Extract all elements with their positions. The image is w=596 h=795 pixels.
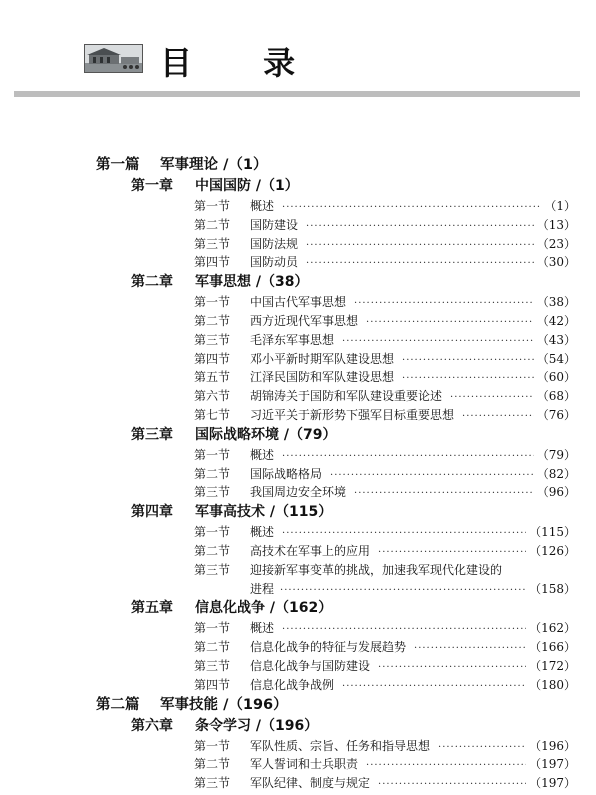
entry-page: （180） xyxy=(529,677,576,692)
entry-number: 第一节 xyxy=(194,295,231,310)
entry-number: 第七节 xyxy=(194,407,231,422)
toc-section-entry[interactable] xyxy=(0,542,596,561)
entry-number: 第五节 xyxy=(194,370,231,385)
entry-number: 第三节 xyxy=(194,236,231,251)
toc-section-entry[interactable] xyxy=(0,331,596,350)
toc-section-entry[interactable] xyxy=(0,446,596,465)
entry-number: 第三节 xyxy=(194,562,231,577)
toc-chapter-entry[interactable] xyxy=(0,272,596,293)
toc-chapter-entry[interactable] xyxy=(0,716,596,737)
toc-section-entry[interactable] xyxy=(0,483,596,502)
entry-number: 第一节 xyxy=(194,738,231,753)
toc-section-entry[interactable] xyxy=(0,619,596,638)
entry-title: 迎接新军事变革的挑战，加速我军现代化建设的 xyxy=(250,562,503,577)
toc-section-entry[interactable] xyxy=(0,523,596,542)
entry-title: 国际战略环境 xyxy=(195,426,279,443)
entry-page: （54） xyxy=(536,351,576,366)
entry-page: （162） xyxy=(529,621,576,636)
entry-number: 第一节 xyxy=(194,525,231,540)
entry-number: 第一节 xyxy=(194,199,231,213)
entry-page: （166） xyxy=(529,640,576,655)
entry-title: 军事思想 xyxy=(195,274,251,291)
entry-title: 信息化战争 xyxy=(195,600,265,617)
entry-title: 毛泽东军事思想 xyxy=(250,332,335,347)
entry-page: （82） xyxy=(536,466,576,481)
entry-page: （126） xyxy=(529,543,576,558)
dot-leader xyxy=(378,776,526,795)
entry-title: 西方近现代军事思想 xyxy=(250,313,359,328)
entry-page: （96） xyxy=(536,485,576,500)
toc-section-entry[interactable] xyxy=(0,638,596,657)
entry-number: 第四节 xyxy=(194,677,231,692)
entry-page: （23） xyxy=(536,236,576,251)
entry-number: 第二节 xyxy=(194,640,231,655)
entry-page: （60） xyxy=(536,370,576,385)
entry-title: 国防建设 xyxy=(250,217,299,232)
toc-chapter-entry[interactable] xyxy=(0,425,596,446)
entry-number: 第三节 xyxy=(194,332,231,347)
entry-number: 第一节 xyxy=(194,621,231,636)
page-title: 目 录 xyxy=(160,44,326,82)
toc-section-entry[interactable] xyxy=(0,676,596,695)
entry-number: 第四节 xyxy=(194,351,231,366)
entry-number: 第五章 xyxy=(131,600,173,617)
entry-page: （172） xyxy=(529,658,576,673)
entry-title: 国防动员 xyxy=(250,255,299,270)
entry-page: （1） xyxy=(544,199,576,213)
toc-section-entry[interactable] xyxy=(0,465,596,484)
entry-page: /（196） xyxy=(255,717,319,734)
toc-part-entry[interactable] xyxy=(0,155,596,176)
entry-title: 高技术在军事上的应用 xyxy=(250,543,371,558)
entry-page: （43） xyxy=(536,332,576,347)
entry-page: /（196） xyxy=(223,696,288,713)
toc-section-entry[interactable] xyxy=(0,253,596,272)
entry-page: /（1） xyxy=(223,157,268,173)
toc-section-entry[interactable] xyxy=(0,312,596,331)
toc-section-entry[interactable] xyxy=(0,737,596,756)
toc-section-entry[interactable] xyxy=(0,350,596,369)
entry-number: 第三节 xyxy=(194,658,231,673)
entry-page: （13） xyxy=(536,217,576,232)
toc-section-entry[interactable] xyxy=(0,774,596,793)
entry-page: （42） xyxy=(536,313,576,328)
entry-number: 第六章 xyxy=(131,717,173,734)
toc-section-entry[interactable] xyxy=(0,755,596,774)
entry-number: 第二节 xyxy=(194,217,231,232)
toc-section-entry[interactable] xyxy=(0,406,596,425)
entry-number: 第四章 xyxy=(131,504,173,521)
entry-number: 第三节 xyxy=(194,776,231,791)
entry-title: 条令学习 xyxy=(195,717,251,734)
entry-page: （197） xyxy=(529,776,576,791)
entry-title: 信息化战争的特征与发展趋势 xyxy=(250,640,407,655)
entry-title: 概述 xyxy=(250,525,275,540)
toc-section-continuation[interactable] xyxy=(0,580,596,599)
entry-title: 江泽民国防和军队建设思想 xyxy=(250,370,395,385)
entry-title: 信息化战争与国防建设 xyxy=(250,658,371,673)
entry-title: 国防法规 xyxy=(250,236,299,251)
entry-title: 军队纪律、制度与规定 xyxy=(250,776,371,791)
entry-page: （38） xyxy=(536,295,576,310)
entry-page: （76） xyxy=(536,407,576,422)
entry-page: /（162） xyxy=(269,600,333,617)
entry-title: 军事理论 xyxy=(160,157,218,173)
toc-section-entry[interactable] xyxy=(0,368,596,387)
entry-number: 第二篇 xyxy=(96,696,140,713)
entry-number: 第二节 xyxy=(194,543,231,558)
toc-section-entry[interactable] xyxy=(0,387,596,406)
table-of-contents xyxy=(0,155,596,793)
entry-title: 我国周边安全环境 xyxy=(250,485,347,500)
entry-title: 邓小平新时期军队建设思想 xyxy=(250,351,395,366)
entry-page: （197） xyxy=(529,757,576,772)
entry-page: （158） xyxy=(529,581,576,596)
entry-title: 概述 xyxy=(250,447,275,462)
entry-title: 习近平关于新形势下强军目标重要思想 xyxy=(250,407,455,422)
entry-title: 军人誓词和士兵职责 xyxy=(250,757,359,772)
entry-title: 胡锦涛关于国防和军队建设重要论述 xyxy=(250,389,443,404)
entry-number: 第一章 xyxy=(131,178,173,194)
entry-page: /（115） xyxy=(269,504,333,521)
entry-page: （196） xyxy=(529,738,576,753)
toc-section-entry[interactable] xyxy=(0,293,596,312)
entry-title: 国际战略格局 xyxy=(250,466,323,481)
entry-page: /（79） xyxy=(283,426,337,443)
page-header xyxy=(0,0,596,100)
entry-title: 军队性质、宗旨、任务和指导思想 xyxy=(250,738,431,753)
entry-title: 信息化战争战例 xyxy=(250,677,335,692)
entry-title: 军事高技术 xyxy=(195,504,265,521)
header-divider xyxy=(14,91,580,97)
entry-number: 第三章 xyxy=(131,426,173,443)
entry-page: （68） xyxy=(536,389,576,404)
toc-chapter-entry[interactable] xyxy=(0,502,596,523)
entry-page: /（38） xyxy=(255,274,309,291)
entry-number: 第三节 xyxy=(194,485,231,500)
entry-number: 第二节 xyxy=(194,757,231,772)
entry-number: 第一节 xyxy=(194,447,231,462)
toc-chapter-entry[interactable] xyxy=(0,176,596,197)
entry-page: （30） xyxy=(536,255,576,270)
entry-number: 第二节 xyxy=(194,466,231,481)
entry-number: 第六节 xyxy=(194,389,231,404)
toc-section-entry[interactable] xyxy=(0,561,596,580)
entry-page: （115） xyxy=(529,525,576,540)
entry-title: 概述 xyxy=(250,199,275,213)
toc-section-entry[interactable] xyxy=(0,657,596,676)
entry-title: 军事技能 xyxy=(160,696,218,713)
entry-number: 第一篇 xyxy=(96,157,140,173)
entry-number: 第二章 xyxy=(131,274,173,291)
entry-title: 中国古代军事思想 xyxy=(250,295,347,310)
toc-chapter-entry[interactable] xyxy=(0,598,596,619)
toc-section-entry[interactable] xyxy=(0,197,596,216)
entry-number: 第二节 xyxy=(194,313,231,328)
entry-number: 第四节 xyxy=(194,255,231,270)
toc-section-entry[interactable] xyxy=(0,216,596,235)
entry-title-continued: 进程 xyxy=(250,581,275,596)
toc-section-entry[interactable] xyxy=(0,235,596,254)
entry-title: 中国国防 xyxy=(195,178,251,194)
entry-page: （79） xyxy=(536,447,576,462)
entry-page: /（1） xyxy=(255,178,299,194)
building-photo-icon xyxy=(84,44,143,73)
entry-title: 概述 xyxy=(250,621,275,636)
toc-part-entry[interactable] xyxy=(0,695,596,716)
